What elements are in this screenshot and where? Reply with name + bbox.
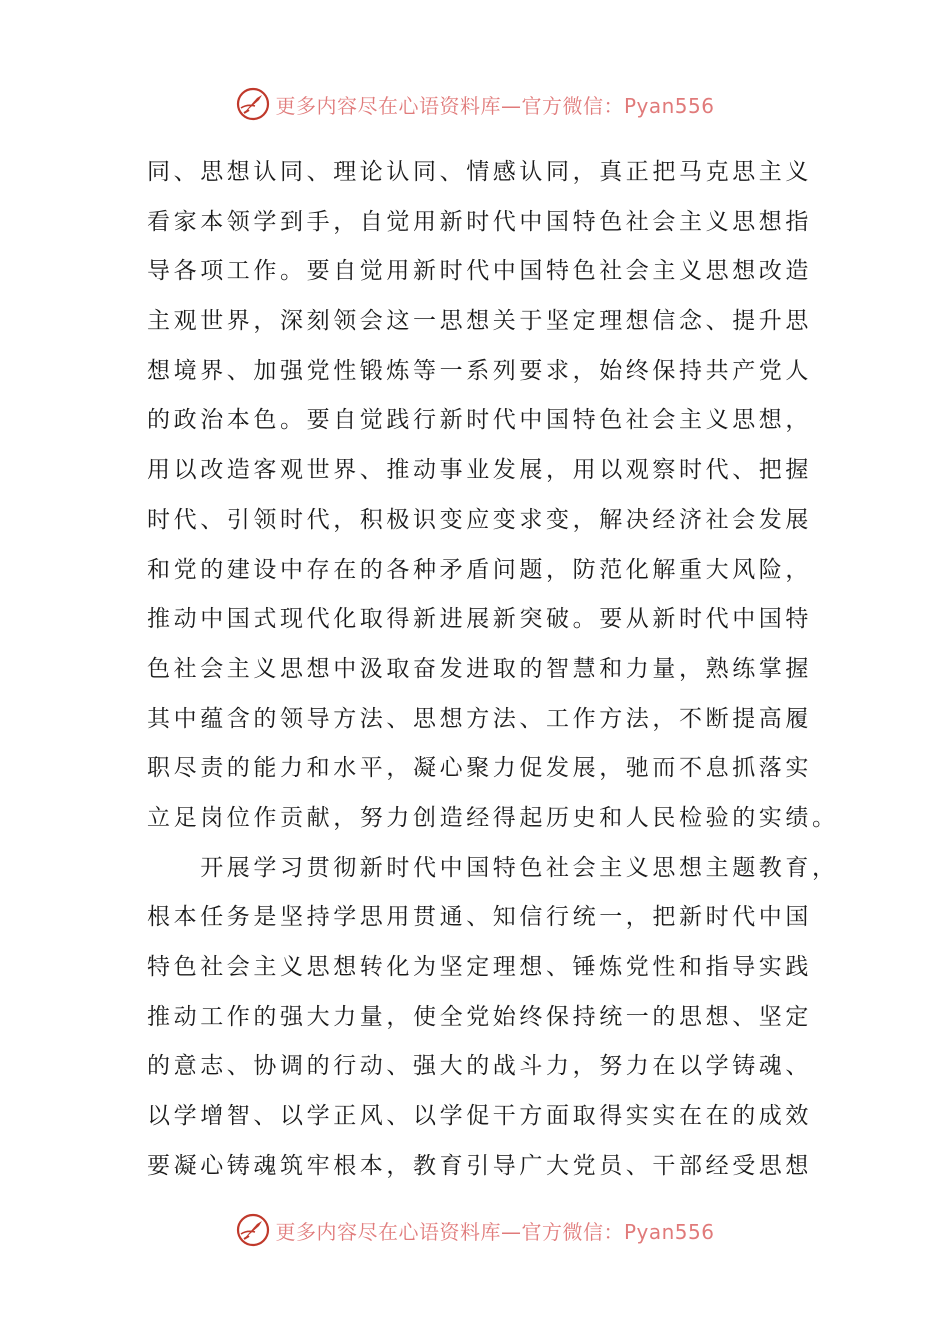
body-line: 推动中国式现代化取得新进展新突破。要从新时代中国特 [147,606,812,633]
body-line: 特色社会主义思想转化为坚定理想、锤炼党性和指导实践 [147,954,812,980]
body-line: 的意志、协调的行动、强大的战斗力，努力在以学铸魂、 [147,1053,812,1080]
body-line: 开展学习贯彻新时代中国特色社会主义思想主题教育， [147,854,839,881]
body-line: 根本任务是坚持学思用贯通、知信行统一，把新时代中国 [147,904,812,931]
body-line: 和党的建设中存在的各种矛盾问题，防范化解重大风险， [147,556,812,583]
body-line: 以学增智、以学正风、以学促干方面取得实实在在的成效 [147,1103,812,1130]
body-line: 想境界、加强党性锻炼等一系列要求，始终保持共产党人 [147,357,812,384]
body-line: 用以改造客观世界、推动事业发展，用以观察时代、把握 [147,457,812,484]
pen-nib-logo-icon [235,1212,271,1248]
body-line: 职尽责的能力和水平，凝心聚力促发展，驰而不息抓落实 [147,755,812,782]
body-line: 要凝心铸魂筑牢根本，教育引导广大党员、干部经受思想 [147,1152,812,1179]
pen-nib-logo-icon [235,86,271,122]
footer-banner-text: 更多内容尽在心语资料库—官方微信：Pyan556 [275,1219,715,1244]
body-line: 的政治本色。要自觉践行新时代中国特色社会主义思想， [147,407,812,434]
document-body [147,148,839,1191]
body-line: 时代、引领时代，积极识变应变求变，解决经济社会发展 [147,506,812,533]
body-line: 立足岗位作贡献，努力创造经得起历史和人民检验的实绩。 [147,804,839,831]
body-line: 推动工作的强大力量，使全党始终保持统一的思想、坚定 [147,1003,812,1030]
body-line: 其中蕴含的领导方法、思想方法、工作方法，不断提高履 [147,705,812,732]
body-line: 看家本领学到手，自觉用新时代中国特色社会主义思想指 [147,208,812,235]
body-line: 主观世界，深刻领会这一思想关于坚定理想信念、提升思 [147,308,812,335]
footer-banner [0,1210,950,1250]
header-banner-text: 更多内容尽在心语资料库—官方微信：Pyan556 [275,93,715,118]
body-line: 色社会主义思想中汲取奋发进取的智慧和力量，熟练掌握 [147,655,812,682]
body-line: 同、思想认同、理论认同、情感认同，真正把马克思主义 [147,159,812,185]
body-line: 导各项工作。要自觉用新时代中国特色社会主义思想改造 [147,258,812,285]
header-banner [0,84,950,124]
